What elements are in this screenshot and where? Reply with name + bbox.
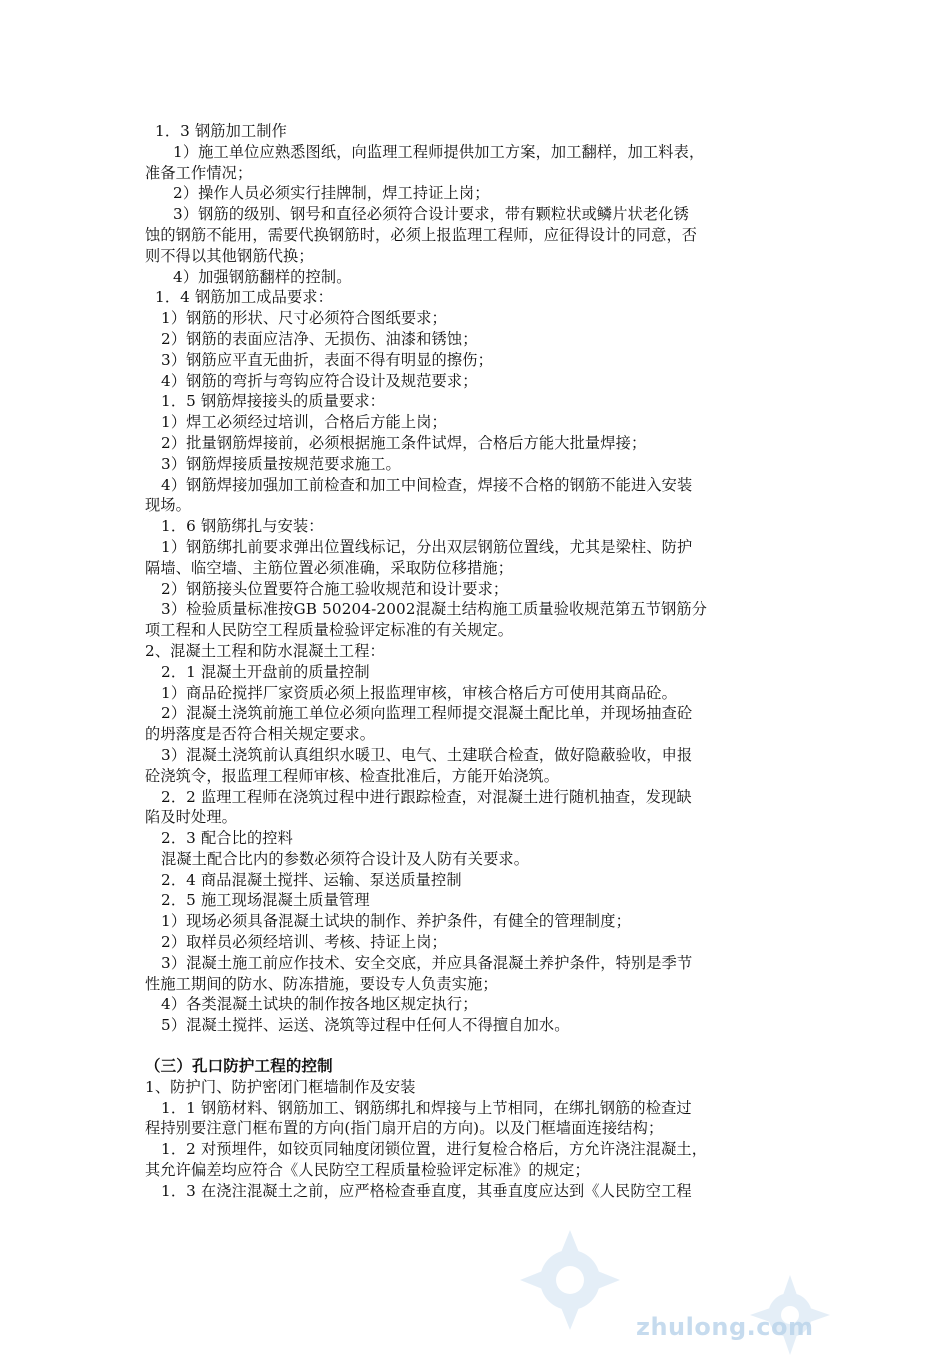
text-line: 2．3 配合比的控料 — [161, 829, 293, 848]
text-line: 2）操作人员必须实行挂牌制，焊工持证上岗； — [173, 184, 490, 203]
text-line: 2．1 混凝土开盘前的质量控制 — [161, 662, 370, 681]
text-line: 准备工作情况； — [145, 163, 253, 182]
text-line: 项工程和人民防空工程质量检验评定标准的有关规定。 — [145, 621, 514, 640]
text-line: 3）混凝土浇筑前认真组织水暖卫、电气、土建联合检查，做好隐蔽验收，申报 — [161, 745, 693, 764]
text-line: 1）施工单位应熟悉图纸，向监理工程师提供加工方案，加工翻样，加工料表， — [173, 142, 705, 161]
text-line: 2）钢筋接头位置要符合施工验收规范和设计要求； — [161, 579, 509, 598]
text-line: 则不得以其他钢筋代换； — [145, 246, 314, 265]
text-line: 陷及时处理。 — [145, 808, 238, 827]
text-line: 1）钢筋绑扎前要求弹出位置线标记，分出双层钢筋位置线，尤其是梁柱、防护 — [161, 537, 693, 556]
text-line: 3）钢筋的级别、钢号和直径必须符合设计要求，带有颗粒状或鳞片状老化锈 — [173, 205, 689, 224]
text-line: 1．2 对预埋件，如铰页同轴度闭锁位置，进行复检合格后，方允许浇注混凝土， — [161, 1140, 708, 1159]
text-line: 混凝土配合比内的参数必须符合设计及人防有关要求。 — [161, 849, 530, 868]
text-line: 1．5 钢筋焊接接头的质量要求： — [161, 392, 385, 411]
text-line: 5）混凝土搅拌、运送、浇筑等过程中任何人不得擅自加水。 — [161, 1016, 570, 1035]
text-line: 1）钢筋的形状、尺寸必须符合图纸要求； — [161, 309, 447, 328]
text-line: 隔墙、临空墙、主筋位置必须准确，采取防位移措施； — [145, 558, 514, 577]
text-line: 1）焊工必须经过培训，合格后方能上岗； — [161, 413, 447, 432]
watermark-text: zhulong.com — [636, 1313, 814, 1341]
text-line: 4）加强钢筋翻样的控制。 — [173, 267, 352, 286]
text-line: 砼浇筑令，报监理工程师审核、检查批准后，方能开始浇筑。 — [145, 766, 560, 785]
text-line: 4）各类混凝土试块的制作按各地区规定执行； — [161, 995, 478, 1014]
text-line: 现场。 — [145, 496, 192, 515]
text-line: 程持别要注意门框布置的方向(指门扇开启的方向)。以及门框墙面连接结构； — [145, 1119, 664, 1138]
section-heading: （三）孔口防护工程的控制 — [145, 1057, 333, 1076]
text-line: 4）钢筋焊接加强加工前检查和加工中间检查，焊接不合格的钢筋不能进入安装 — [161, 475, 693, 494]
text-line: 2．5 施工现场混凝土质量管理 — [161, 891, 370, 910]
text-line: 3）钢筋焊接质量按规范要求施工。 — [161, 454, 401, 473]
text-line: 1、防护门、防护密闭门框墙制作及安装 — [145, 1077, 416, 1096]
text-line: 3）钢筋应平直无曲折，表面不得有明显的擦伤； — [161, 350, 493, 369]
text-line: 1．3 钢筋加工制作 — [155, 122, 287, 140]
text-line: 1．4 钢筋加工成品要求： — [155, 288, 333, 307]
text-line: 3）混凝土施工前应作技术、安全交底，并应具备混凝土养护条件，特别是季节 — [161, 953, 693, 972]
text-line: 2）批量钢筋焊接前，必须根据施工条件试焊，合格后方能大批量焊接； — [161, 433, 647, 452]
text-line: 2）钢筋的表面应洁净、无损伤、油漆和锈蚀； — [161, 329, 478, 348]
text-line: 3）检验质量标准按GB 50204-2002混凝土结构施工质量验收规范第五节钢筋分 — [161, 600, 708, 619]
text-line: 2）取样员必须经培训、考核、持证上岗； — [161, 933, 447, 952]
text-line: 1）商品砼搅拌厂家资质必须上报监理审核，审核合格后方可使用其商品砼。 — [161, 683, 677, 702]
text-line: 1．6 钢筋绑扎与安装： — [161, 517, 324, 536]
text-line: 蚀的钢筋不能用，需要代换钢筋时，必须上报监理工程师，应征得设计的同意，否 — [145, 225, 698, 244]
text-line: 2、混凝土工程和防水混凝土工程： — [145, 641, 385, 660]
section-opening-protection — [145, 1077, 810, 1202]
section-steel-bar — [145, 121, 810, 1036]
text-line: 性施工期间的防水、防冻措施，要设专人负责实施； — [145, 974, 498, 993]
text-line: 1．3 在浇注混凝土之前，应严格检查垂直度，其垂直度应达到《人民防空工程 — [161, 1181, 692, 1200]
text-line: 1）现场必须具备混凝土试块的制作、养护条件，有健全的管理制度； — [161, 912, 631, 931]
text-line: 4）钢筋的弯折与弯钩应符合设计及规范要求； — [161, 371, 478, 390]
text-line: 2）混凝土浇筑前施工单位必须向监理工程师提交混凝土配比单，并现场抽查砼 — [161, 704, 693, 723]
text-line: 的坍落度是否符合相关规定要求。 — [145, 725, 376, 744]
text-line: 2．2 监理工程师在浇筑过程中进行跟踪检查，对混凝土进行随机抽查，发现缺 — [161, 787, 692, 806]
text-line: 其允许偏差均应符合《人民防空工程质量检验评定标准》的规定； — [145, 1161, 590, 1180]
document-body — [145, 121, 810, 1202]
text-line: 2．4 商品混凝土搅拌、运输、泵送质量控制 — [161, 870, 462, 889]
text-line: 1．1 钢筋材料、钢筋加工、钢筋绑扎和焊接与上节相同，在绑扎钢筋的检查过 — [161, 1098, 692, 1117]
